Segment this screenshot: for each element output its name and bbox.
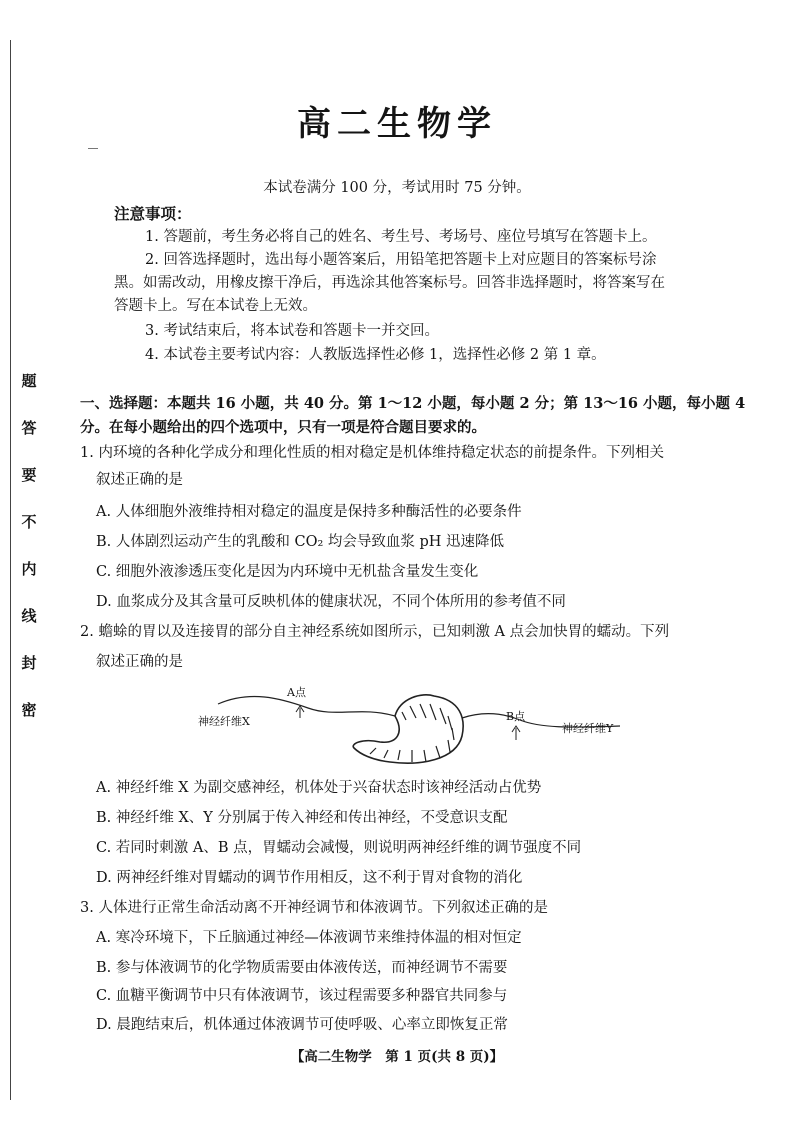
seal-char: 封: [21, 654, 37, 672]
question-1-stem: 叙述正确的是: [96, 472, 183, 488]
seal-char: 内: [21, 560, 37, 578]
question-3-option-a: A. 寒冷环境下，下丘脑通过神经—体液调节来维持体温的相对恒定: [96, 930, 522, 946]
question-1-option-d: D. 血浆成分及其含量可反映机体的健康状况，不同个体所用的参考值不同: [96, 594, 566, 610]
question-1-stem: 1. 内环境的各种化学成分和理化性质的相对稳定是机体维持稳定状态的前提条件。下列相关: [80, 445, 664, 461]
question-2-option-a: A. 神经纤维 X 为副交感神经，机体处于兴奋状态时该神经活动占优势: [96, 780, 542, 796]
question-2-stem: 叙述正确的是: [96, 654, 183, 670]
question-3-option-d: D. 晨跑结束后，机体通过体液调节可使呼吸、心率立即恢复正常: [96, 1017, 508, 1033]
question-2-stem: 2. 蟾蜍的胃以及连接胃的部分自主神经系统如图所示，已知刺激 A 点会加快胃的蠕动。下列: [80, 624, 670, 640]
question-2-option-c: C. 若同时刺激 A、B 点，胃蠕动会减慢，则说明两神经纤维的调节强度不同: [96, 840, 582, 856]
question-2-option-b: B. 神经纤维 X、Y 分别属于传入神经和传出神经，不受意识支配: [96, 810, 508, 826]
notice-heading: 注意事项：: [114, 204, 192, 223]
notice-line: 1. 答题前，考生务必将自己的姓名、考生号、考场号、座位号填写在答题卡上。: [145, 229, 657, 245]
question-3-stem: 3. 人体进行正常生命活动离不开神经调节和体液调节。下列叙述正确的是: [80, 900, 548, 916]
section-heading: 一、选择题：本题共 16 小题，共 40 分。第 1～12 小题，每小题 2 分；第 13～16 小题，每小题 4: [80, 395, 746, 412]
seal-line-text: [16, 372, 42, 748]
section-heading: 分。在每小题给出的四个选项中，只有一项是符合题目要求的。: [80, 419, 486, 436]
notice-line: 4. 本试卷主要考试内容：人教版选择性必修 1，选择性必修 2 第 1 章。: [145, 347, 606, 363]
question-1-option-c: C. 细胞外液渗透压变化是因为内环境中无机盐含量发生变化: [96, 564, 479, 580]
question-2-option-d: D. 两神经纤维对胃蠕动的调节作用相反，这不利于胃对食物的消化: [96, 870, 523, 886]
seal-char: 密: [21, 701, 37, 719]
seal-char: 答: [21, 419, 37, 437]
seal-char: 线: [21, 607, 37, 625]
seal-char: 不: [21, 513, 37, 531]
page-title: 高二生物学: [297, 104, 497, 144]
notice-line: 2. 回答选择题时，选出每小题答案后，用铅笔把答题卡上对应题目的答案标号涂: [145, 252, 657, 268]
label-nerve-fiber-x: 神经纤维X: [198, 715, 250, 728]
notice-line: 答题卡上。写在本试卷上无效。: [114, 298, 317, 314]
binding-line: [10, 40, 11, 1100]
stomach-shape: [353, 695, 463, 763]
exam-info: 本试卷满分 100 分，考试用时 75 分钟。: [263, 180, 531, 196]
question-3-option-c: C. 血糖平衡调节中只有体液调节，该过程需要多种器官共同参与: [96, 988, 508, 1004]
label-point-b: B点: [506, 710, 526, 723]
label-nerve-fiber-y: 神经纤维Y: [562, 722, 614, 735]
seal-char: 题: [21, 372, 37, 390]
question-3-option-b: B. 参与体液调节的化学物质需要由体液传送，而神经调节不需要: [96, 960, 508, 976]
seal-char: 要: [21, 466, 37, 484]
divider: [88, 148, 98, 149]
notice-line: 3. 考试结束后，将本试卷和答题卡一并交回。: [145, 323, 439, 339]
page-footer: 【高二生物学 第 1 页(共 8 页)】: [290, 1049, 504, 1065]
question-1-option-a: A. 人体细胞外液维持相对稳定的温度是保持多种酶活性的必要条件: [96, 504, 522, 520]
label-point-a: A点: [287, 686, 306, 699]
question-1-option-b: B. 人体剧烈运动产生的乳酸和 CO₂ 均会导致血浆 pH 迅速降低: [96, 534, 505, 550]
notice-line: 黑。如需改动，用橡皮擦干净后，再选涂其他答案标号。回答非选择题时，将答案写在: [114, 275, 665, 291]
